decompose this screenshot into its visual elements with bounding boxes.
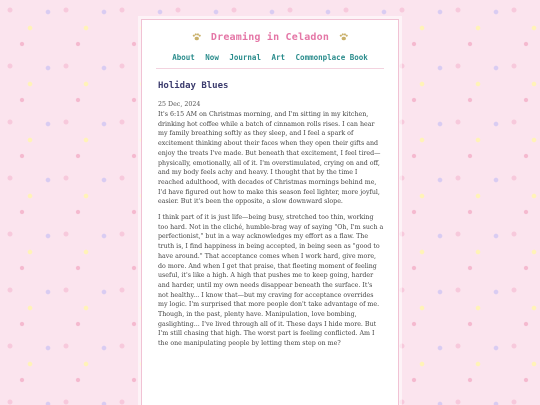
paw-print-icon bbox=[192, 33, 201, 41]
site-header bbox=[142, 32, 398, 43]
post-paragraph: I think part of it is just life—being busy, stretched too thin, working too hard. Not in the cliché, humble-brag way of saying "Oh, I'm such a perfectionist," but in a way acknowledges my effort as a flaw. The truth is, I find happiness in being accepted, in being seen as "good to have around." That acceptance comes when I work hard, give more, do more. And when I get that praise, that fleeting moment of feeling useful, it's like a high. A high that pushes me to keep going, harder and harder, until my own needs disappear beneath the surface. It's not healthy... I know that—but my craving for acceptance overrides my logic. I'm surprised that more people don't take advantage of me. Though, in the past, plenty have. Manipulation, love bombing, gaslighting... I've lived through all of it. These days I hide more. But I'm still chasing that high. The worst part is feeling conflicted. Am I the one manipulating people by letting them step on me? bbox=[158, 214, 384, 348]
post-article bbox=[158, 81, 384, 355]
post-paragraph: It's 6:15 AM on Christmas morning, and I'm sitting in my kitchen, drinking hot coffee while a batch of cinnamon rolls rises. I can hear my family breathing softly as they sleep, and I feel a spark of excitement thinking about their faces when they open their gifts and enjoy the treats I've made. But beneath that excitement, I feel tired—physically, emotionally, all of it. I'm overstimulated, crying on and off, and my body feels achy and heavy. I thought that by the time I reached adulthood, with decades of Christmas mornings behind me, I'd have figured out how to make this season feel lighter, more joyful, easier. But it's been the opposite, a slow downward slope. bbox=[158, 111, 381, 206]
nav-link-journal[interactable]: Journal bbox=[229, 53, 261, 62]
nav-link-now[interactable]: Now bbox=[205, 53, 219, 62]
nav-link-commonplace-book[interactable]: Commonplace Book bbox=[295, 53, 368, 62]
nav-link-about[interactable]: About bbox=[172, 53, 195, 62]
page-card bbox=[141, 19, 399, 405]
post-date: 25 Dec, 2024 bbox=[158, 101, 201, 108]
post-title: Holiday Blues bbox=[158, 81, 229, 91]
main-nav bbox=[142, 53, 398, 62]
nav-link-art[interactable]: Art bbox=[271, 53, 286, 62]
paw-print-icon bbox=[339, 33, 348, 41]
header-divider bbox=[156, 68, 384, 69]
site-title[interactable]: Dreaming in Celadon bbox=[210, 32, 330, 43]
